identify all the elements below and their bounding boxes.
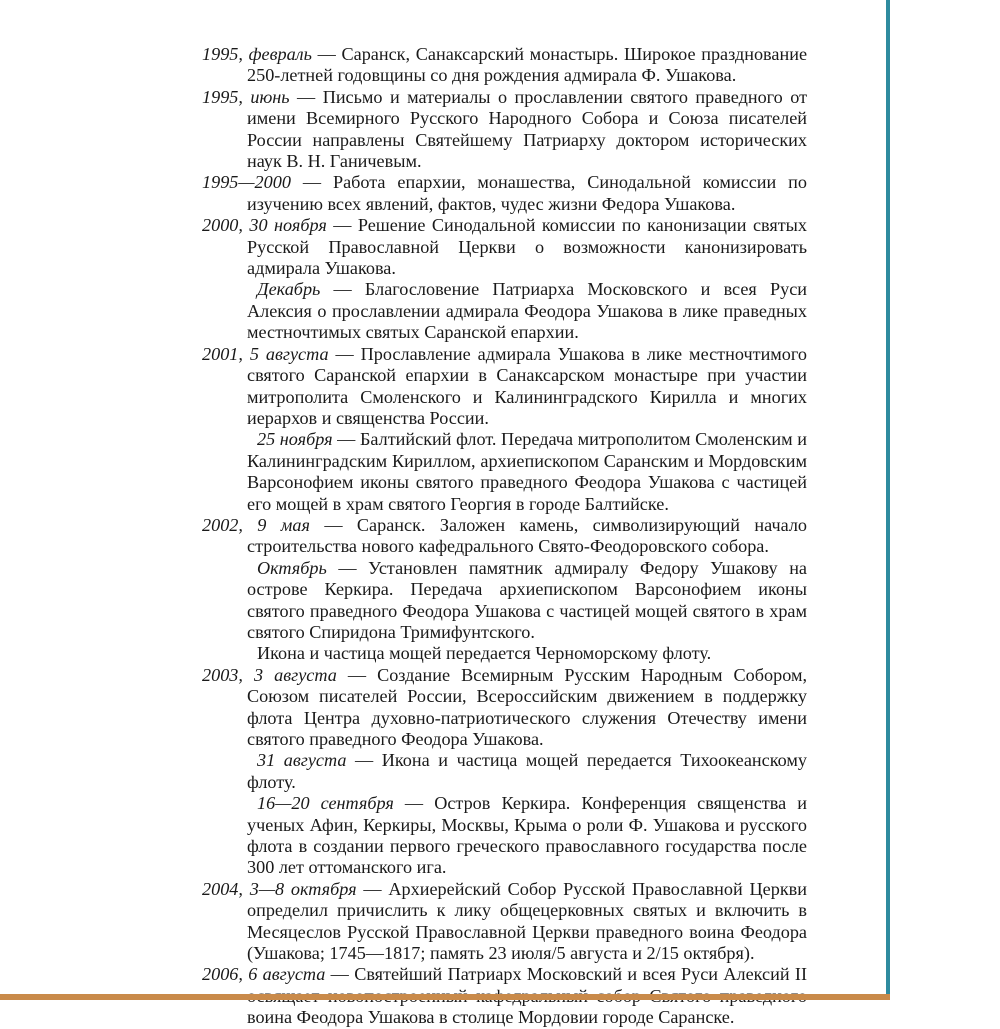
entry-date: 2003, 3 августа [202, 664, 337, 685]
entry-dash: — [326, 557, 369, 578]
bottom-edge-bar [0, 994, 890, 1000]
chronology-entry [202, 643, 807, 664]
entry-date: 2006, 6 августа [202, 964, 326, 985]
chronology-entry [202, 87, 807, 173]
chronology-entry [202, 172, 807, 215]
right-edge-bar [886, 0, 890, 1000]
entry-dash: — [325, 964, 355, 985]
entry-text: Прославление адмирала Ушакова в лике местночтимого святого Саранской епархии в Санаксарском монастыре при участии митрополита Смоленского и Калининградского Кирилла и многих иерархов и священства России. [247, 343, 808, 428]
entry-date: 2000, 30 ноября [202, 215, 327, 236]
chronology-entry [202, 750, 807, 793]
entry-text: Святейший Патриарх Московский и всея Руси Алексий II воина Феодора Ушакова в столице Мордовии городе Саранске. [247, 964, 807, 1028]
entry-text: Установлен памятник адмиралу Федору Ушакову на острове Керкира. Передача архиепископом Варсонофием иконы святого праведного Феодора Ушакова с частицей мощей святого в храм святого Спиридона Тримифунтского. [247, 557, 808, 642]
entry-dash: — [309, 514, 357, 535]
chronology-text [202, 44, 807, 1029]
entry-dash: — [320, 279, 365, 300]
entry-text: Благословение Патриарха Московского и всея Руси Алексия о прославлении адмирала Феодора Ушакова в лике праведных местночтимых святых Саранской епархии. [247, 279, 808, 343]
entry-date: 2004, 3—8 октября [202, 878, 357, 899]
entry-date: 1995—2000 [202, 172, 291, 193]
entry-text: Письмо и материалы о прославлении святого праведного от имени Всемирного Русского Народного Собора и Союза писателей России направлены Святейшему Патриарху доктором исторических наук В. Н. Ганичевым. [247, 86, 808, 172]
entry-dash: — [336, 664, 378, 685]
chronology-entry [202, 44, 807, 87]
chronology-entry [202, 879, 807, 965]
chronology-entry [202, 793, 807, 879]
entry-date: 1995, июнь [202, 86, 290, 107]
entry-dash: — [311, 44, 342, 64]
entry-text: Решение Синодальной комиссии по канонизации святых Русской Православной Церкви о возможности канонизировать адмирала Ушакова. [247, 215, 807, 279]
entry-text: Балтийский флот. Передача митрополитом Смоленским и Калининградским Кириллом, архиепископом Саранским и Мордовским Варсонофием иконы святого праведного Феодора Ушакова с частицей его мощей в храм святого Георгия в городе Балтийске. [247, 429, 808, 514]
entry-date: 31 августа [257, 750, 347, 771]
chronology-entry [202, 515, 807, 558]
entry-date: Декабрь [257, 279, 321, 300]
entry-text: Саранск. Заложен камень, символизирующий начало строительства нового кафедрального Свято-Феодоровского собора. [247, 514, 808, 557]
entry-dash: — [328, 343, 361, 364]
entry-date: 2001, 5 августа [202, 343, 329, 364]
chronology-entry [202, 558, 807, 644]
entry-dash: — [290, 172, 333, 193]
entry-dash: — [289, 86, 323, 107]
entry-text: Работа епархии, монашества, Синодальной комиссии по изучению всех явлений, фактов, чудес жизни Федора Ушакова. [247, 172, 808, 214]
entry-text: Икона и частица мощей передается Черноморскому флоту. [257, 643, 712, 664]
chronology-entry [202, 215, 807, 279]
entry-dash: — [326, 215, 358, 236]
entry-dash: — [356, 878, 389, 899]
entry-text: Создание Всемирным Русским Народным Собором, Союзом писателей России, Всероссийским движением в поддержку флота Центра духовно-патриотического служения Отечеству имени святого праведного Феодора Ушакова. [247, 664, 807, 749]
entry-date: 25 ноября [257, 429, 333, 450]
entry-dash: — [332, 429, 360, 450]
entry-date: 16—20 сентября [257, 793, 394, 814]
entry-text: Икона и частица мощей передается Тихоокеанскому флоту. [247, 750, 808, 792]
entry-dash: — [393, 793, 435, 814]
chronology-entry [202, 665, 807, 751]
entry-dash: — [346, 750, 382, 771]
chronology-entry [202, 279, 807, 343]
chronology-entry [202, 429, 807, 515]
entry-date: Октябрь [257, 557, 327, 578]
chronology-entry [202, 344, 807, 430]
entry-text: Архиерейский Собор Русской Православной Церкви определил причислить к лику общецерковных святых и включить в Месяцеслов Русской Православной Церкви праведного воина Феодора (Ушакова; 1745—1817; память 23 июля/5 августа и 2/15 октября). [247, 878, 807, 964]
entry-date: 1995, февраль [202, 44, 312, 64]
entry-date: 2002, 9 мая [202, 514, 310, 535]
entry-text: Остров Керкира. Конференция священства и ученых Афин, Керкиры, Москвы, Крыма о роли Ф. Ушакова и русского флота в создании первого греческого православного государства после 300 лет оттоманского ига. [247, 793, 807, 878]
entry-text: Саранск, Санаксарский монастырь. Широкое празднование 250-летней годовщины со дня рождения адмирала Ф. Ушакова. [247, 44, 808, 86]
